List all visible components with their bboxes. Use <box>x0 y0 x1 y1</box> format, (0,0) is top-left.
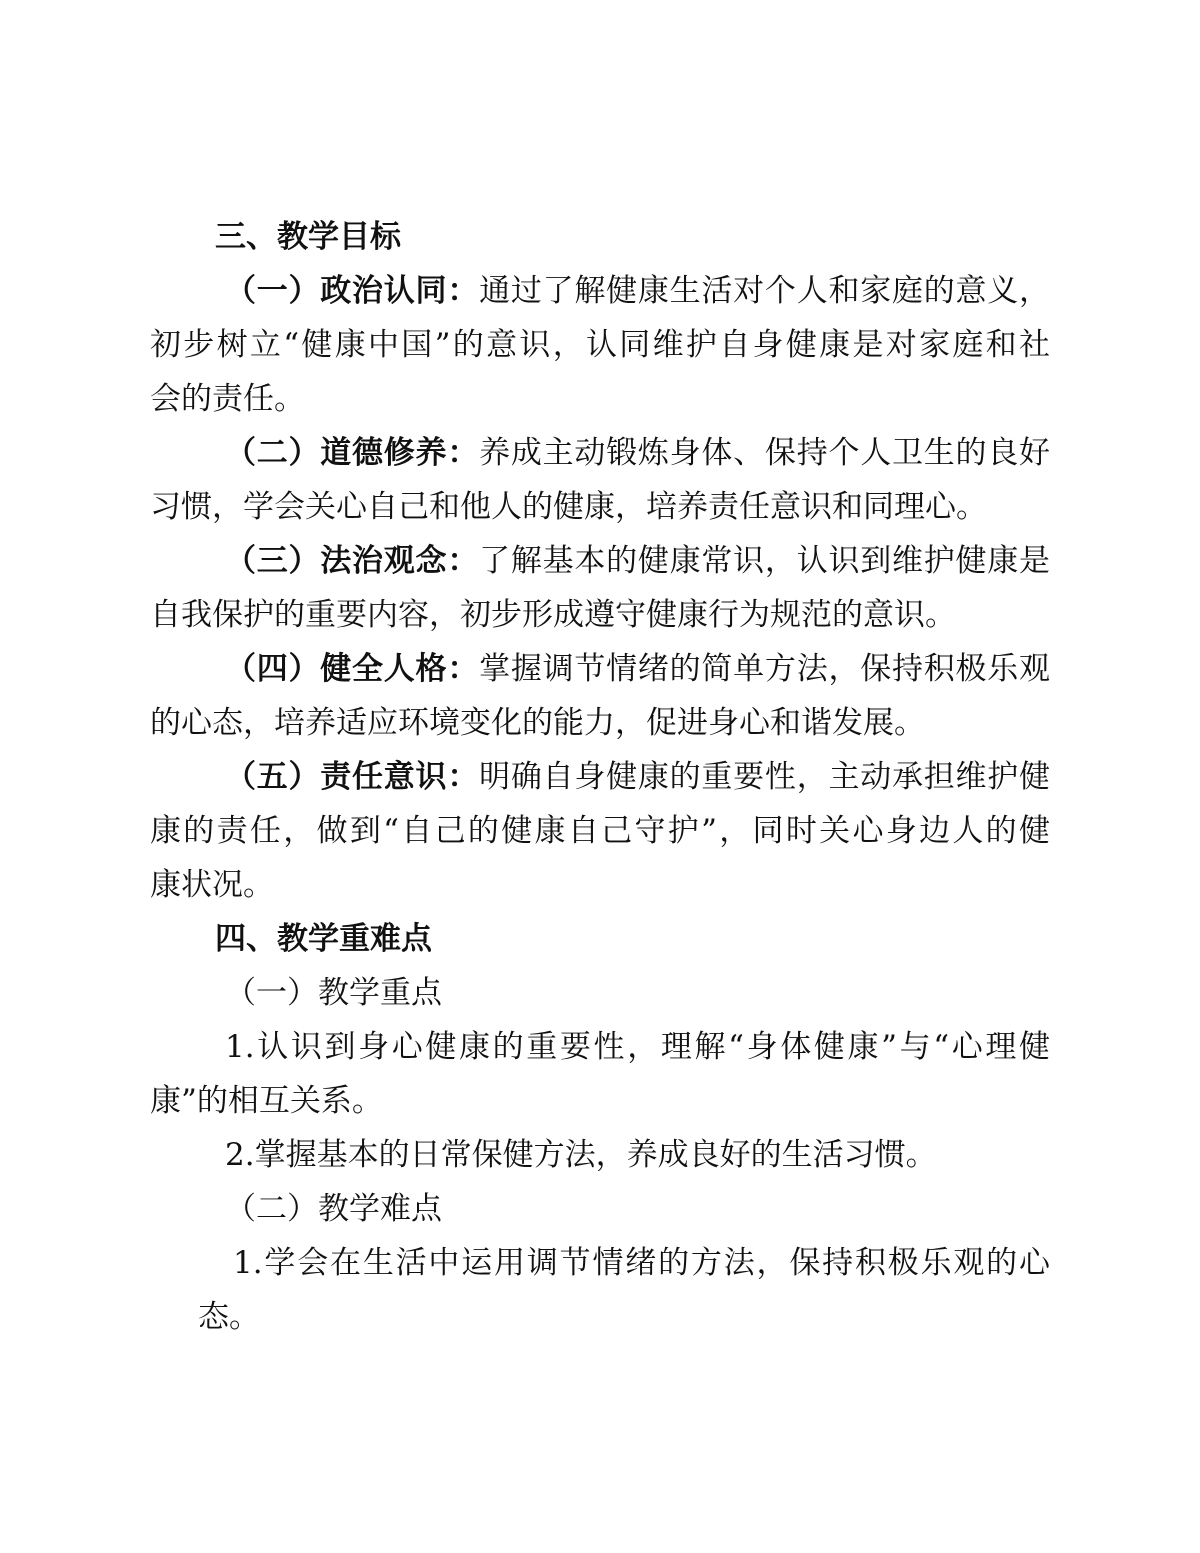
objective-responsibility-line-3: 康状况。 <box>150 867 274 903</box>
key-point-2-line-1: 2.掌握基本的日常保健方法，养成良好的生活习惯。 <box>225 1137 937 1173</box>
objective-moral-line-2: 习惯，学会关心自己和他人的健康，培养责任意识和同理心。 <box>150 489 987 525</box>
objective-political-line-3: 会的责任。 <box>150 381 305 417</box>
objective-personality-line-2: 的心态，培养适应环境变化的能力，促进身心和谐发展。 <box>150 705 925 741</box>
difficult-point-1-line-2: 态。 <box>198 1299 260 1335</box>
objective-responsibility-text-1: 明确自身健康的重要性，主动承担维护健 <box>479 759 1051 795</box>
key-point-1-line-1: 1.认识到身心健康的重要性，理解“身体健康”与“心理健 <box>225 1029 1050 1065</box>
subsection-title-key-points: （一）教学重点 <box>225 975 442 1011</box>
difficult-point-1-line-1: 1.学会在生活中运用调节情绪的方法，保持积极乐观的心 <box>233 1245 1050 1281</box>
section-heading-teaching-objectives: 三、教学目标 <box>215 219 401 255</box>
objective-personality-text-1: 掌握调节情绪的简单方法，保持积极乐观 <box>479 651 1051 687</box>
objective-law-label: （三）法治观念： <box>225 543 480 579</box>
objective-personality-label: （四）健全人格： <box>225 651 480 687</box>
objective-political-line-2: 初步树立“健康中国”的意识，认同维护自身健康是对家庭和社 <box>150 327 1050 363</box>
objective-responsibility-line-2: 康的责任，做到“自己的健康自己守护”，同时关心身边人的健 <box>150 813 1050 849</box>
key-point-1-line-2: 康”的相互关系。 <box>150 1083 383 1119</box>
objective-moral-text-1: 养成主动锻炼身体、保持个人卫生的良好 <box>479 435 1051 471</box>
objective-law-text-1: 了解基本的健康常识，认识到维护健康是 <box>479 543 1051 579</box>
objective-responsibility-line-1 <box>225 754 1050 800</box>
objective-political-line-1 <box>225 268 1050 314</box>
section-heading-key-difficult-points: 四、教学重难点 <box>215 921 432 957</box>
objective-political-text-1: 通过了解健康生活对个人和家庭的意义， <box>479 273 1051 309</box>
objective-political-label: （一）政治认同： <box>225 273 480 309</box>
objective-moral-line-1 <box>225 430 1050 476</box>
objective-law-line-2: 自我保护的重要内容，初步形成遵守健康行为规范的意识。 <box>150 597 956 633</box>
objective-law-line-1 <box>225 538 1050 584</box>
subsection-title-difficult-points: （二）教学难点 <box>225 1191 442 1227</box>
objective-responsibility-label: （五）责任意识： <box>225 759 480 795</box>
objective-personality-line-1 <box>225 646 1050 692</box>
objective-moral-label: （二）道德修养： <box>225 435 480 471</box>
